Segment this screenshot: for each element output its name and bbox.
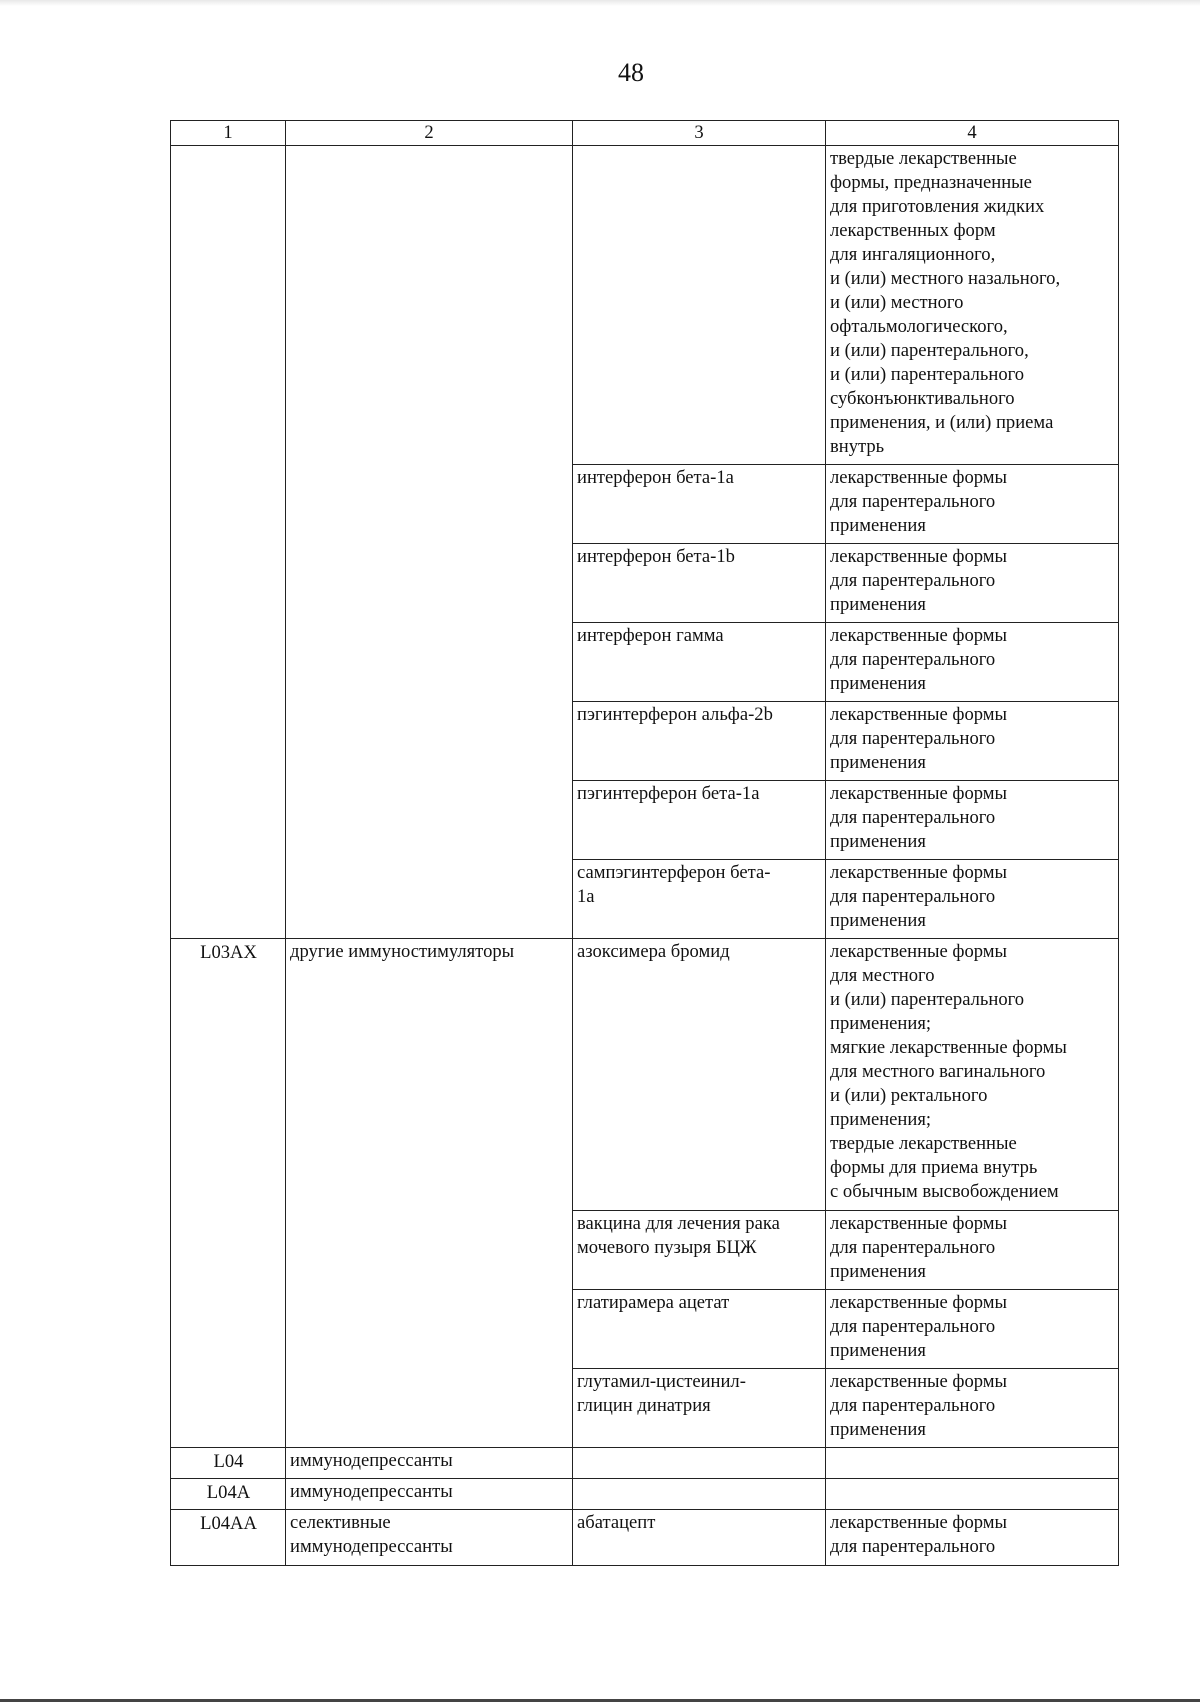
- drug-name-line: пэгинтерферон бета-1a: [577, 783, 760, 804]
- table-row: [171, 1510, 1119, 1566]
- dosage-form-cell: [826, 146, 1119, 465]
- dosage-form-line: лекарственные формы: [830, 1292, 1008, 1313]
- dosage-form-line: лекарственные формы: [830, 625, 1008, 646]
- dosage-form-line: применения: [830, 1261, 926, 1282]
- drug-name-line: глутамил-цистеинил-: [577, 1371, 746, 1392]
- dosage-form-line: лекарственные формы: [830, 783, 1008, 804]
- dosage-form-line: и (или) парентерального: [830, 364, 1025, 385]
- dosage-form-line: для парентерального: [830, 1395, 996, 1416]
- drug-name-cell: [573, 1510, 826, 1566]
- dosage-form-line: и (или) местного назального,: [830, 268, 1061, 289]
- drug-name-cell: [573, 1211, 826, 1290]
- dosage-form-line: лекарственные формы: [830, 1512, 1008, 1533]
- dosage-form-line: субконъюнктивального: [830, 388, 1015, 409]
- dosage-form-line: для парентерального: [830, 649, 996, 670]
- drug-name-line: азоксимера бромид: [577, 941, 730, 962]
- drug-name-cell: [573, 860, 826, 939]
- dosage-form-cell: [826, 1448, 1119, 1479]
- dosage-form-line: лекарственные формы: [830, 941, 1008, 962]
- drug-name-line: интерферон бета-1a: [577, 467, 734, 488]
- dosage-form-line: с обычным высвобождением: [830, 1181, 1059, 1202]
- dosage-form-line: для местного вагинального: [830, 1061, 1046, 1082]
- drug-name-line: интерферон бета-1b: [577, 546, 735, 567]
- dosage-form-line: для местного: [830, 965, 935, 986]
- dosage-form-line: для парентерального: [830, 807, 996, 828]
- group-name-line: другие иммуностимуляторы: [290, 941, 515, 962]
- drug-name-cell: [573, 781, 826, 860]
- group-name-cell: [286, 146, 573, 939]
- header-col-2: 2: [286, 121, 573, 146]
- drug-name-line: глицин динатрия: [577, 1395, 711, 1416]
- dosage-form-cell: [826, 1510, 1119, 1566]
- atc-code-cell: L04A: [171, 1479, 286, 1510]
- dosage-form-line: применения: [830, 594, 926, 615]
- drug-name-cell: [573, 702, 826, 781]
- dosage-form-line: формы для приема внутрь: [830, 1157, 1038, 1178]
- drug-name-cell: [573, 1448, 826, 1479]
- dosage-form-line: и (или) парентерального: [830, 989, 1025, 1010]
- dosage-form-line: офтальмологического,: [830, 316, 1008, 337]
- dosage-form-line: применения: [830, 910, 926, 931]
- group-name-cell: [286, 1448, 573, 1479]
- dosage-form-line: применения;: [830, 1109, 932, 1130]
- drug-name-line: интерферон гамма: [577, 625, 724, 646]
- dosage-form-line: лекарственные формы: [830, 704, 1008, 725]
- table-row: [171, 1479, 1119, 1510]
- drug-name-cell: [573, 544, 826, 623]
- drug-name-cell: [573, 623, 826, 702]
- dosage-form-line: применения: [830, 752, 926, 773]
- dosage-form-line: лекарственные формы: [830, 546, 1008, 567]
- dosage-form-line: лекарственные формы: [830, 1213, 1008, 1234]
- group-name-cell: [286, 939, 573, 1448]
- dosage-form-line: лекарственные формы: [830, 862, 1008, 883]
- dosage-form-cell: [826, 623, 1119, 702]
- atc-code-cell: [171, 146, 286, 939]
- dosage-form-line: для парентерального: [830, 1237, 996, 1258]
- dosage-form-cell: [826, 1290, 1119, 1369]
- dosage-form-line: применения;: [830, 1013, 932, 1034]
- medication-table: [170, 120, 1119, 1566]
- dosage-form-cell: [826, 544, 1119, 623]
- dosage-form-cell: [826, 1479, 1119, 1510]
- dosage-form-line: для парентерального: [830, 1536, 996, 1557]
- dosage-form-line: формы, предназначенные: [830, 172, 1032, 193]
- dosage-form-line: применения: [830, 831, 926, 852]
- header-col-3: 3: [573, 121, 826, 146]
- drug-name-line: мочевого пузыря БЦЖ: [577, 1237, 757, 1258]
- dosage-form-line: для приготовления жидких: [830, 196, 1045, 217]
- dosage-form-line: для парентерального: [830, 570, 996, 591]
- drug-name-line: 1a: [577, 886, 595, 907]
- dosage-form-line: твердые лекарственные: [830, 148, 1017, 169]
- dosage-form-line: для парентерального: [830, 491, 996, 512]
- drug-name-line: абатацепт: [577, 1512, 656, 1533]
- group-name-line: иммунодепрессанты: [290, 1450, 453, 1471]
- dosage-form-cell: [826, 939, 1119, 1211]
- group-name-line: иммунодепрессанты: [290, 1481, 453, 1502]
- dosage-form-cell: [826, 1211, 1119, 1290]
- drug-name-cell: [573, 146, 826, 465]
- group-name-cell: [286, 1510, 573, 1566]
- scan-top-shadow: [0, 0, 1200, 6]
- atc-code-cell: L03AX: [171, 939, 286, 1448]
- dosage-form-line: применения: [830, 673, 926, 694]
- dosage-form-line: мягкие лекарственные формы: [830, 1037, 1067, 1058]
- drug-name-line: пэгинтерферон альфа-2b: [577, 704, 773, 725]
- dosage-form-line: для ингаляционного,: [830, 244, 996, 265]
- drug-name-cell: [573, 1479, 826, 1510]
- drug-name-cell: [573, 1369, 826, 1448]
- dosage-form-line: внутрь: [830, 436, 885, 457]
- page-number: 48: [618, 58, 644, 87]
- table-header-row: [171, 121, 1119, 146]
- dosage-form-line: для парентерального: [830, 886, 996, 907]
- dosage-form-line: и (или) местного: [830, 292, 964, 313]
- atc-code-cell: L04AA: [171, 1510, 286, 1566]
- dosage-form-line: применения, и (или) приема: [830, 412, 1054, 433]
- dosage-form-cell: [826, 465, 1119, 544]
- header-col-1: 1: [171, 121, 286, 146]
- dosage-form-line: для парентерального: [830, 728, 996, 749]
- dosage-form-line: применения: [830, 515, 926, 536]
- dosage-form-line: твердые лекарственные: [830, 1133, 1017, 1154]
- dosage-form-line: применения: [830, 1340, 926, 1361]
- drug-name-cell: [573, 465, 826, 544]
- dosage-form-cell: [826, 1369, 1119, 1448]
- dosage-form-line: лекарственные формы: [830, 467, 1008, 488]
- drug-name-line: вакцина для лечения рака: [577, 1213, 780, 1234]
- group-name-cell: [286, 1479, 573, 1510]
- dosage-form-line: для парентерального: [830, 1316, 996, 1337]
- atc-code-cell: L04: [171, 1448, 286, 1479]
- dosage-form-line: и (или) ректального: [830, 1085, 988, 1106]
- drug-name-line: сампэгинтерферон бета-: [577, 862, 771, 883]
- group-name-line: селективные: [290, 1512, 391, 1533]
- header-col-4: 4: [826, 121, 1119, 146]
- drug-name-cell: [573, 1290, 826, 1369]
- dosage-form-cell: [826, 702, 1119, 781]
- dosage-form-cell: [826, 781, 1119, 860]
- table-row: [171, 146, 1119, 465]
- dosage-form-line: лекарственные формы: [830, 1371, 1008, 1392]
- dosage-form-line: лекарственных форм: [830, 220, 996, 241]
- dosage-form-line: применения: [830, 1419, 926, 1440]
- drug-name-cell: [573, 939, 826, 1211]
- group-name-line: иммунодепрессанты: [290, 1536, 453, 1557]
- dosage-form-line: и (или) парентерального,: [830, 340, 1029, 361]
- drug-name-line: глатирамера ацетат: [577, 1292, 730, 1313]
- table-row: [171, 939, 1119, 1211]
- dosage-form-cell: [826, 860, 1119, 939]
- table-row: [171, 1448, 1119, 1479]
